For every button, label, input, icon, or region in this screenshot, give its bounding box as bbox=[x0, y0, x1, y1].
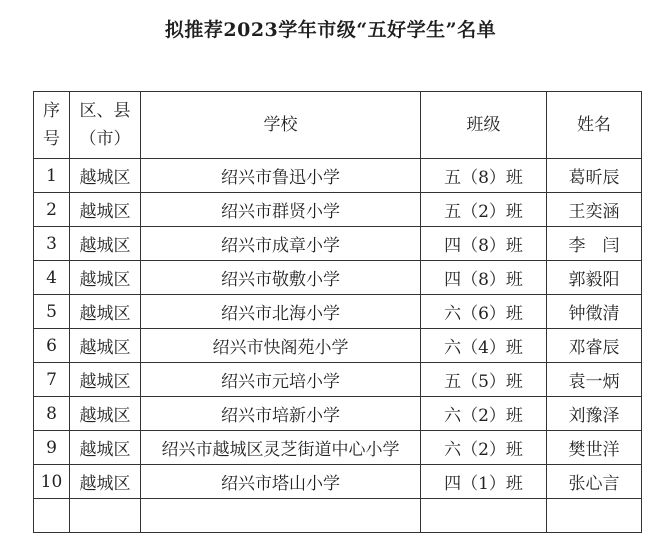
student-name-cell: 葛昕辰 bbox=[547, 159, 642, 193]
student-name-cell: 钟徵清 bbox=[547, 295, 642, 329]
class-unit: 班 bbox=[505, 270, 523, 290]
class-unit: 班 bbox=[505, 304, 523, 324]
class-grade: 六 bbox=[444, 338, 462, 358]
header-district-line-1: 区、县 bbox=[79, 101, 131, 121]
student-name-cell: 李 闫 bbox=[547, 227, 642, 261]
school-cell: 绍兴市北海小学 bbox=[141, 295, 421, 329]
header-number-line-2: 号 bbox=[43, 129, 60, 149]
page-title: 拟推荐2023学年市级“五好学生”名单 bbox=[164, 19, 497, 41]
class-section: （2） bbox=[461, 406, 506, 426]
row-number-cell: 2 bbox=[34, 193, 70, 227]
empty-cell bbox=[34, 499, 70, 533]
class-grade: 四 bbox=[444, 474, 462, 494]
row-number-cell: 9 bbox=[34, 431, 70, 465]
class-section: （5） bbox=[461, 372, 506, 392]
row-number-cell: 5 bbox=[34, 295, 70, 329]
table-body bbox=[34, 159, 642, 533]
table-row bbox=[34, 193, 642, 227]
school-cell: 绍兴市快阁苑小学 bbox=[141, 329, 421, 363]
row-number-cell: 10 bbox=[34, 465, 70, 499]
school-cell: 绍兴市元培小学 bbox=[141, 363, 421, 397]
student-roster-table bbox=[33, 91, 642, 533]
district-cell: 越城区 bbox=[70, 363, 141, 397]
header-number-line-1: 序 bbox=[43, 101, 60, 121]
table-row bbox=[34, 329, 642, 363]
class-grade: 六 bbox=[444, 406, 462, 426]
school-cell: 绍兴市培新小学 bbox=[141, 397, 421, 431]
student-name-cell: 刘豫泽 bbox=[547, 397, 642, 431]
class-unit: 班 bbox=[505, 168, 523, 188]
district-cell: 越城区 bbox=[70, 159, 141, 193]
district-cell: 越城区 bbox=[70, 261, 141, 295]
student-name-cell: 樊世洋 bbox=[547, 431, 642, 465]
empty-cell bbox=[547, 499, 642, 533]
school-cell: 绍兴市成章小学 bbox=[141, 227, 421, 261]
class-cell bbox=[421, 329, 547, 363]
header-number bbox=[34, 92, 70, 159]
district-cell: 越城区 bbox=[70, 193, 141, 227]
class-cell bbox=[421, 363, 547, 397]
class-unit: 班 bbox=[505, 372, 523, 392]
table-row bbox=[34, 397, 642, 431]
empty-cell bbox=[421, 499, 547, 533]
table-row bbox=[34, 431, 642, 465]
student-name-cell: 郭毅阳 bbox=[547, 261, 642, 295]
table-row-partial bbox=[34, 499, 642, 533]
class-cell bbox=[421, 397, 547, 431]
class-unit: 班 bbox=[505, 236, 523, 256]
empty-cell bbox=[141, 499, 421, 533]
student-name-cell: 张心言 bbox=[547, 465, 642, 499]
class-unit: 班 bbox=[505, 406, 523, 426]
district-cell: 越城区 bbox=[70, 431, 141, 465]
class-section: （2） bbox=[461, 202, 506, 222]
district-cell: 越城区 bbox=[70, 465, 141, 499]
class-unit: 班 bbox=[505, 338, 523, 358]
school-cell: 绍兴市敬敷小学 bbox=[141, 261, 421, 295]
header-school: 学校 bbox=[141, 92, 421, 159]
class-cell bbox=[421, 159, 547, 193]
class-grade: 六 bbox=[444, 440, 462, 460]
row-number-cell: 7 bbox=[34, 363, 70, 397]
header-class: 班级 bbox=[421, 92, 547, 159]
class-grade: 六 bbox=[444, 304, 462, 324]
table-row bbox=[34, 227, 642, 261]
class-cell bbox=[421, 465, 547, 499]
class-section: （8） bbox=[461, 168, 506, 188]
class-grade: 五 bbox=[444, 372, 462, 392]
class-grade: 四 bbox=[444, 236, 462, 256]
class-grade: 四 bbox=[444, 270, 462, 290]
class-section: （6） bbox=[461, 304, 506, 324]
district-cell: 越城区 bbox=[70, 329, 141, 363]
header-name: 姓名 bbox=[547, 92, 642, 159]
row-number-cell: 8 bbox=[34, 397, 70, 431]
student-name-cell: 袁一炳 bbox=[547, 363, 642, 397]
student-name-cell: 邓睿辰 bbox=[547, 329, 642, 363]
school-cell: 绍兴市塔山小学 bbox=[141, 465, 421, 499]
class-section: （8） bbox=[461, 236, 506, 256]
table-row bbox=[34, 159, 642, 193]
table-row bbox=[34, 465, 642, 499]
class-cell bbox=[421, 431, 547, 465]
district-cell: 越城区 bbox=[70, 227, 141, 261]
class-unit: 班 bbox=[505, 202, 523, 222]
class-section: （1） bbox=[461, 474, 506, 494]
class-section: （8） bbox=[461, 270, 506, 290]
school-cell: 绍兴市越城区灵芝街道中心小学 bbox=[141, 431, 421, 465]
class-cell bbox=[421, 193, 547, 227]
header-district-line-2: （市） bbox=[79, 129, 131, 149]
class-unit: 班 bbox=[505, 440, 523, 460]
empty-cell bbox=[70, 499, 141, 533]
district-cell: 越城区 bbox=[70, 295, 141, 329]
class-cell bbox=[421, 227, 547, 261]
row-number-cell: 6 bbox=[34, 329, 70, 363]
class-cell bbox=[421, 295, 547, 329]
class-cell bbox=[421, 261, 547, 295]
class-grade: 五 bbox=[444, 202, 462, 222]
table-row bbox=[34, 261, 642, 295]
header-district bbox=[70, 92, 141, 159]
row-number-cell: 1 bbox=[34, 159, 70, 193]
district-cell: 越城区 bbox=[70, 397, 141, 431]
class-grade: 五 bbox=[444, 168, 462, 188]
school-cell: 绍兴市群贤小学 bbox=[141, 193, 421, 227]
class-section: （2） bbox=[461, 440, 506, 460]
table-header-row bbox=[34, 92, 642, 159]
row-number-cell: 3 bbox=[34, 227, 70, 261]
class-unit: 班 bbox=[505, 474, 523, 494]
table-row bbox=[34, 363, 642, 397]
table-row bbox=[34, 295, 642, 329]
class-section: （4） bbox=[461, 338, 506, 358]
student-name-cell: 王奕涵 bbox=[547, 193, 642, 227]
school-cell: 绍兴市鲁迅小学 bbox=[141, 159, 421, 193]
row-number-cell: 4 bbox=[34, 261, 70, 295]
